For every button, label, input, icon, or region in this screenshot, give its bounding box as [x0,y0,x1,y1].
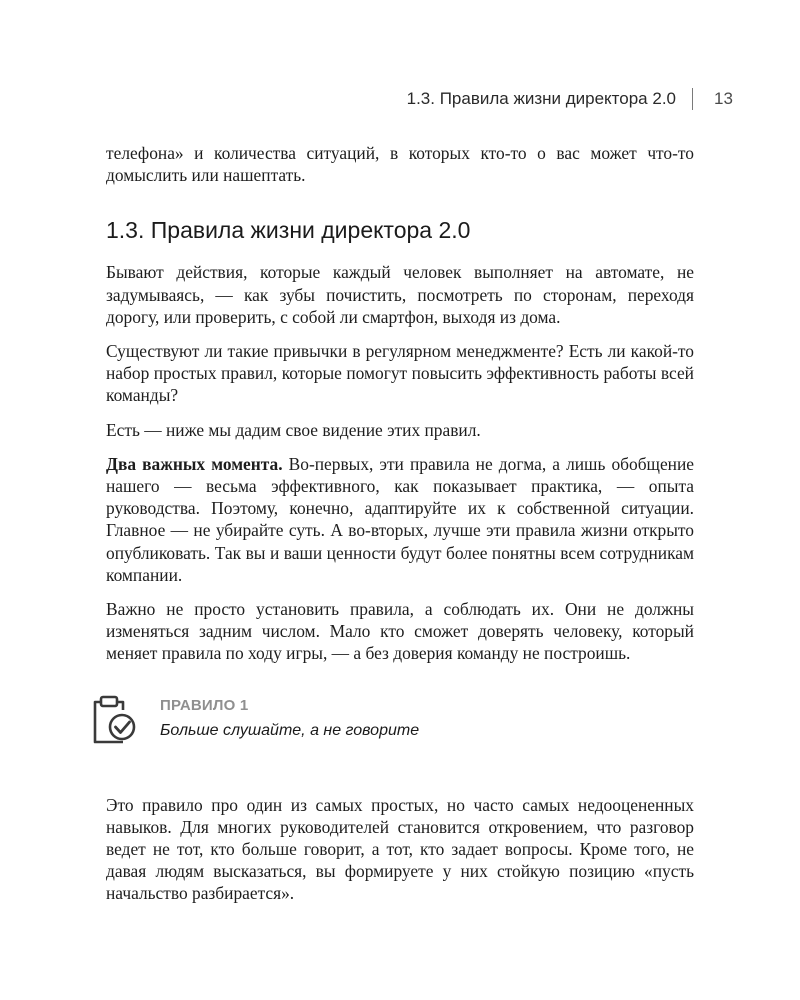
rule-text: Больше слушайте, а не говорите [160,721,420,739]
rule-callout [106,693,694,767]
rule-label: ПРАВИЛО 1 [160,696,249,714]
header-divider [692,88,693,110]
closing-paragraph: Это правило про один из самых простых, но часто самых недооцененных навыков. Для многих руководителей становится откровением, что разговор ведет не тот, кто больше говорит, а тот, кто задает вопросы. Кроме того, не давая людям высказаться, вы формируете у них стойкую позицию «пусть начальство разбирается». [106,794,694,904]
paragraph-answer: Есть — ниже мы дадим свое видение этих правил. [106,419,481,440]
paragraph-question: Существуют ли такие привычки в регулярном менеджменте? Есть ли какой-то набор простых правил, которые помогут повысить эффективность работы всей команды? [106,341,694,406]
page-number: 13 [714,89,733,108]
intro-paragraph: телефона» и количества ситуаций, в которых кто-то о вас может что-то домыслить или нашептать. [106,143,694,186]
paragraph-two-points [106,453,694,586]
paragraph-lead: Два важных момента. [106,453,283,474]
paragraph-habits: Бывают действия, которые каждый человек выполняет на автомате, не задумываясь, — как зубы почистить, посмотреть по сторонам, переходя дорогу, или проверить, с собой ли смартфон, выходя из дома. [106,262,694,327]
paragraph-two-points-body: Во-первых, эти правила не догма, а лишь обобщение нашего — весьма эффективного, как показывает практика, — опыта руководства. Поэтому, конечно, адаптируйте их к собственной ситуации. Главное — не убирайте суть. А во-вторых, лучше эти правила жизни открыто опубликовать. Так вы и ваши ценности будут более понятны всем сотрудникам компании. [106,453,694,585]
page-body [106,142,694,905]
running-header-title: 1.3. Правила жизни директора 2.0 [406,89,676,108]
paragraph-keep-rules: Важно не просто установить правила, а соблюдать их. Они не должны изменяться задним числом. Мало кто сможет доверять человеку, который меняет правила по ходу игры, — а без доверия команду не построишь. [106,599,694,664]
running-header [0,86,800,114]
clipboard-check-icon [90,693,138,745]
section-title: 1.3. Правила жизни директора 2.0 [106,217,471,244]
